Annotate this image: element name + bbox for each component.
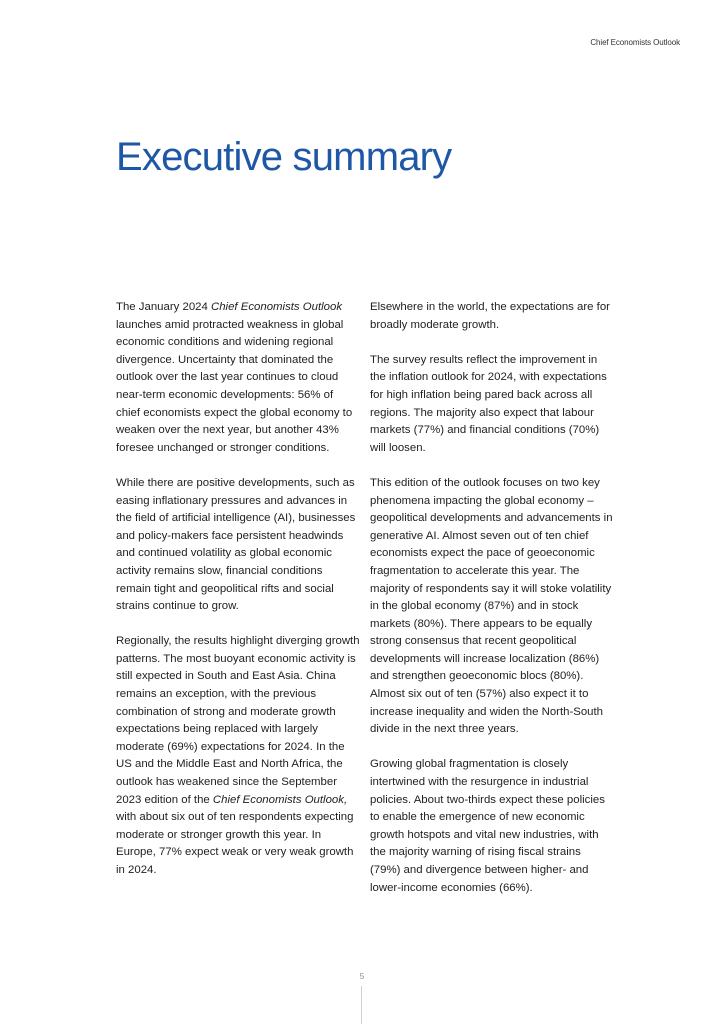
page-number: 5 [359, 972, 365, 981]
publication-title: Chief Economists Outlook, [212, 793, 348, 806]
page-title: Executive summary [116, 135, 452, 179]
right-column [370, 299, 614, 915]
publication-title: Chief Economists Outlook [211, 301, 343, 313]
running-header: Chief Economists Outlook [590, 38, 680, 47]
paragraph: This edition of the outlook focuses on two key phenomena impacting the global economy – geopolitical developments and advancements in generative AI. Almost seven out of ten chief economists expect the pace of geoeconomic fragmentation to accelerate this year. The majority of respondents say it will stoke volatility in the global economy (87%) and in stock markets (80%). There appears to be equally strong consensus that recent geopolitical developments will increase localization (86%) and strengthen geoeconomic blocs (80%). Almost six out of ten (57%) also expect it to increase inequality and widen the North-South divide in the next three years. [370, 476, 613, 736]
paragraph: While there are positive developments, such as easing inflationary pressures and advances in the field of artificial intelligence (AI), businesses and policy-makers face persistent headwinds and continued volatility as global economic activity remains slow, financial conditions remain tight and geopolitical rifts and social strains continue to grow. [116, 476, 356, 613]
paragraph: The January 2024 Chief Economists Outlook launches amid protracted weakness in global economic conditions and widening regional divergence. Uncertainty that dominated the outlook over the last year continues to cloud near-term economic developments: 56% of chief economists expect the global economy to weaken over the next year, but another 43% foresee unchanged or stronger conditions. [116, 301, 353, 454]
left-column [116, 299, 360, 897]
paragraph: Elsewhere in the world, the expectations are for broadly moderate growth. [370, 301, 610, 331]
page-divider [361, 986, 362, 1024]
paragraph: Growing global fragmentation is closely intertwined with the resurgence in industrial policies. About two-thirds expect these policies to enable the emergence of new economic growth hotspots and vital new industries, with the majority warning of rising fiscal strains (79%) and divergence between higher- and lower-income economies (66%). [370, 758, 605, 894]
paragraph: The survey results reflect the improvement in the inflation outlook for 2024, with expectations for high inflation being pared back across all regions. The majority also expect that labour markets (77%) and financial conditions (70%) will loosen. [370, 353, 607, 454]
paragraph: Regionally, the results highlight diverging growth patterns. The most buoyant economic activity is still expected in South and East Asia. China remains an exception, with the previous combination of strong and moderate growth expectations being replaced with largely moderate (69%) expectations for 2024. In the US and the Middle East and North Africa, the outlook has weakened since the September 2023 edition of the Chief Economists Outlook, with about six out of ten respondents expecting moderate or stronger growth this year. In Europe, 77% expect weak or very weak growth in 2024. [116, 635, 360, 876]
